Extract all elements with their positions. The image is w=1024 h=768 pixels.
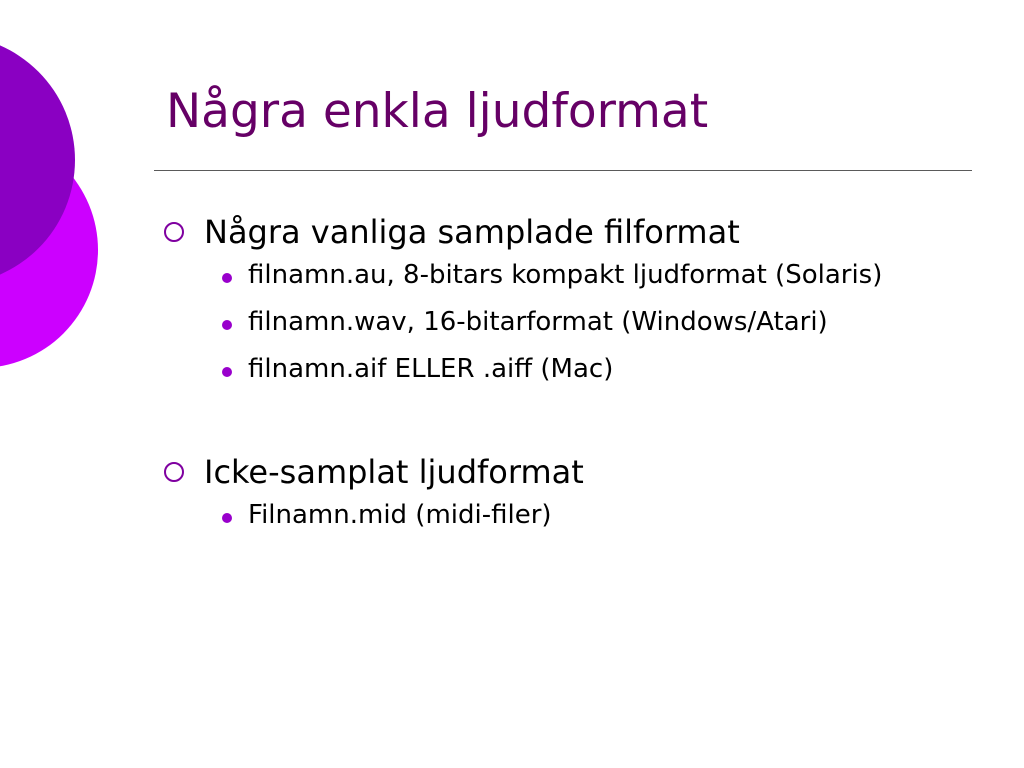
slide-title: Några enkla ljudformat — [166, 84, 709, 139]
sub-bullet-wav — [208, 304, 964, 341]
filled-dot-bullet-icon — [222, 367, 232, 377]
filled-dot-bullet-icon — [222, 320, 232, 330]
sub-bullet-aif — [208, 351, 964, 388]
sub-bullet-text: filnamn.au, 8-bitars kompakt ljudformat (Solaris) — [248, 260, 883, 290]
sub-bullet-list — [164, 497, 964, 534]
bullet-non-sampled-formats — [164, 450, 964, 494]
bullet-text: Några vanliga samplade filformat — [204, 213, 740, 251]
title-divider — [154, 170, 972, 171]
sub-bullet-text: filnamn.aif ELLER .aiff (Mac) — [248, 354, 614, 384]
filled-dot-bullet-icon — [222, 513, 232, 523]
bullet-spacer — [164, 398, 964, 450]
bullet-content — [164, 210, 964, 544]
sub-bullet-text: filnamn.wav, 16-bitarformat (Windows/Atari) — [248, 307, 828, 337]
filled-dot-bullet-icon — [222, 273, 232, 283]
sub-bullet-text: Filnamn.mid (midi-filer) — [248, 500, 552, 530]
bullet-text: Icke-samplat ljudformat — [204, 453, 584, 491]
bullet-sampled-formats — [164, 210, 964, 254]
sub-bullet-mid — [208, 497, 964, 534]
hollow-circle-bullet-icon — [164, 462, 184, 482]
decorative-circles — [0, 0, 110, 420]
sub-bullet-au — [208, 257, 964, 294]
sub-bullet-list — [164, 257, 964, 388]
hollow-circle-bullet-icon — [164, 222, 184, 242]
